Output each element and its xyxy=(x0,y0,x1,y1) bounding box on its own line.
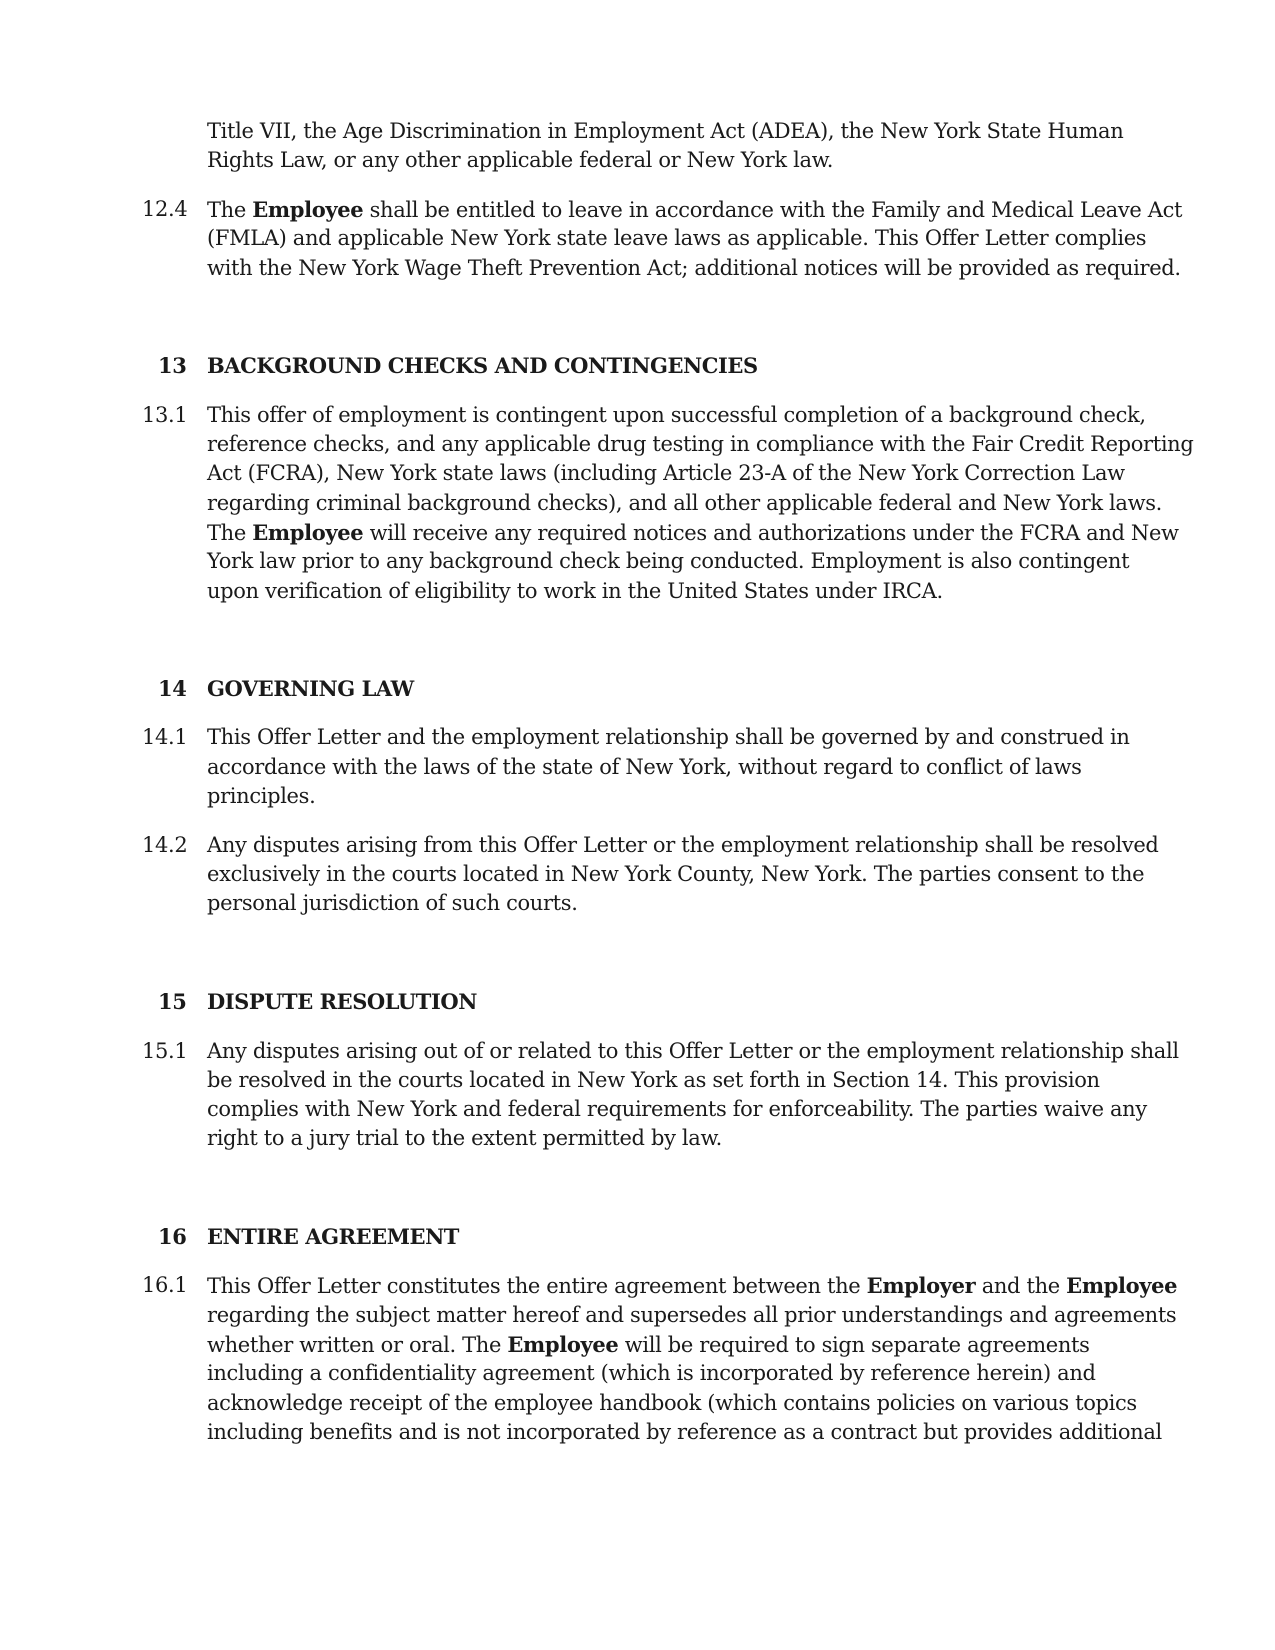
clause-number-14-1: 14.1 xyxy=(142,725,188,749)
clause-13-1-line-7: upon verification of eligibility to work in the United States under IRCA. xyxy=(207,579,943,603)
clause-14-1-line-2: accordance with the laws of the state of New York, without regard to conflict of laws xyxy=(207,755,1082,779)
section-number-16: 16 xyxy=(158,1224,187,1249)
clause-15-1-line-2: be resolved in the courts located in New York as set forth in Section 14. This provision xyxy=(207,1068,1100,1092)
clause-16-1-line-5: acknowledge receipt of the employee handbook (which contains policies on various topics xyxy=(207,1391,1137,1415)
employee-term: Employee xyxy=(507,1332,619,1357)
employee-term: Employee xyxy=(252,520,364,545)
clause-16-1-line-3: whether written or oral. The Employee will be required to sign separate agreements xyxy=(207,1332,1090,1357)
section-heading-15: DISPUTE RESOLUTION xyxy=(207,989,477,1014)
clause-12-4-line-3: with the New York Wage Theft Prevention Act; additional notices will be provided as required. xyxy=(207,256,1181,280)
clause-number-15-1: 15.1 xyxy=(142,1039,188,1063)
clause-13-1-line-6: York law prior to any background check being conducted. Employment is also contingent xyxy=(207,549,1130,573)
intro-line-2: Rights Law, or any other applicable federal or New York law. xyxy=(207,148,834,172)
clause-13-1-line-5: The Employee will receive any required notices and authorizations under the FCRA and New xyxy=(207,520,1179,545)
clause-15-1-line-1: Any disputes arising out of or related to this Offer Letter or the employment relationship shall xyxy=(207,1039,1179,1063)
section-heading-16: ENTIRE AGREEMENT xyxy=(207,1224,459,1249)
clause-13-1-line-2: reference checks, and any applicable drug testing in compliance with the Fair Credit Reporting xyxy=(207,432,1194,456)
clause-16-1-line-4: including a confidentiality agreement (which is incorporated by reference herein) and xyxy=(207,1361,1096,1385)
clause-14-2-line-3: personal jurisdiction of such courts. xyxy=(207,891,578,915)
clause-number-14-2: 14.2 xyxy=(142,833,188,857)
clause-14-1-line-3: principles. xyxy=(207,784,316,808)
employer-term: Employer xyxy=(866,1273,976,1298)
clause-12-4-line-1: The Employee shall be entitled to leave in accordance with the Family and Medical Leave Act xyxy=(207,197,1183,222)
clause-14-2-line-2: exclusively in the courts located in New York County, New York. The parties consent to the xyxy=(207,862,1145,886)
clause-13-1-line-1: This offer of employment is contingent upon successful completion of a background check, xyxy=(207,403,1146,427)
clause-number-13-1: 13.1 xyxy=(142,403,188,427)
clause-16-1-line-2: regarding the subject matter hereof and supersedes all prior understandings and agreements xyxy=(207,1303,1177,1327)
clause-16-1-line-1: This Offer Letter constitutes the entire agreement between the Employer and the Employee xyxy=(207,1273,1178,1298)
clause-15-1-line-4: right to a jury trial to the extent permitted by law. xyxy=(207,1126,722,1150)
clause-15-1-line-3: complies with New York and federal requirements for enforceability. The parties waive any xyxy=(207,1097,1147,1121)
employee-term: Employee xyxy=(1066,1273,1178,1298)
clause-13-1-line-3: Act (FCRA), New York state laws (including Article 23-A of the New York Correction Law xyxy=(207,461,1125,485)
clause-14-1-line-1: This Offer Letter and the employment relationship shall be governed by and construed in xyxy=(207,725,1130,749)
section-heading-13: BACKGROUND CHECKS AND CONTINGENCIES xyxy=(207,353,758,378)
section-number-14: 14 xyxy=(158,676,187,701)
employee-term: Employee xyxy=(252,197,364,222)
intro-line-1: Title VII, the Age Discrimination in Employment Act (ADEA), the New York State Human xyxy=(207,119,1124,143)
clause-12-4-line-2: (FMLA) and applicable New York state leave laws as applicable. This Offer Letter complies xyxy=(207,226,1147,250)
section-number-15: 15 xyxy=(158,989,187,1014)
clause-14-2-line-1: Any disputes arising from this Offer Letter or the employment relationship shall be resolved xyxy=(207,833,1159,857)
clause-number-16-1: 16.1 xyxy=(142,1273,188,1297)
clause-13-1-line-4: regarding criminal background checks), and all other applicable federal and New York laws. xyxy=(207,491,1162,515)
clause-number-12-4: 12.4 xyxy=(142,197,188,221)
section-heading-14: GOVERNING LAW xyxy=(207,676,414,701)
clause-16-1-line-6: including benefits and is not incorporated by reference as a contract but provides additional xyxy=(207,1420,1162,1444)
section-number-13: 13 xyxy=(158,353,187,378)
